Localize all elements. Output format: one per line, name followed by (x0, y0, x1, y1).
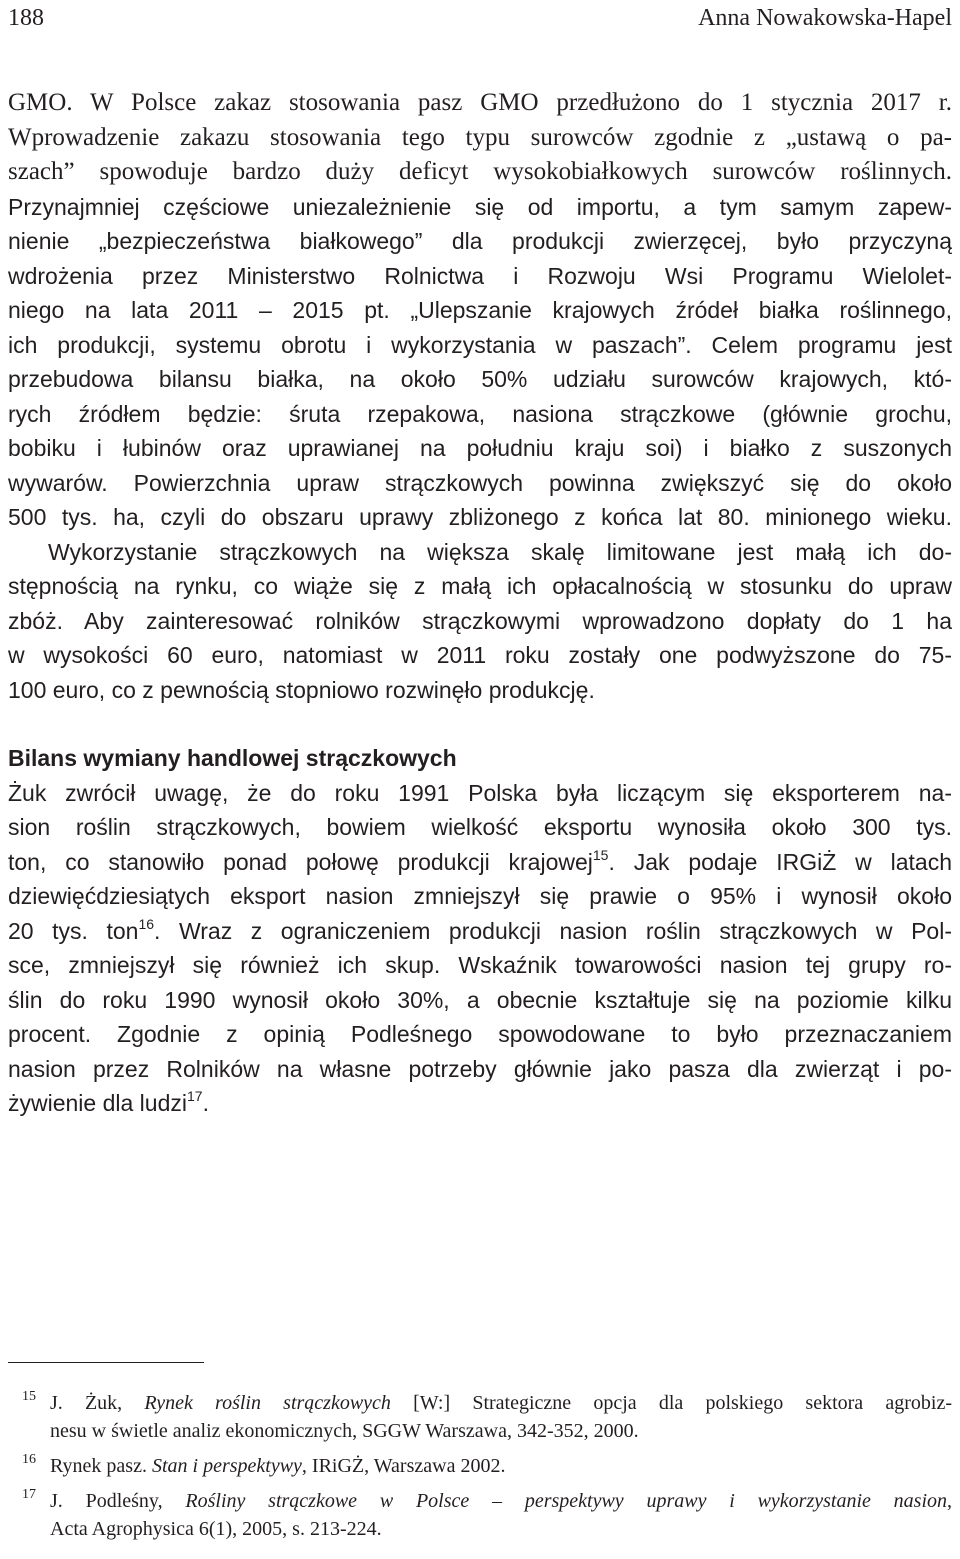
paragraph-3 (8, 776, 952, 1121)
paragraph-2 (8, 535, 952, 708)
body-text (8, 86, 952, 1121)
footnote-ref: 17 (186, 1088, 203, 1104)
text-line: nasion przez Rolników na własne potrzeby głównie jako pasza dla zwierząt i po- (8, 1055, 952, 1082)
text-line: Wykorzystanie strączkowych na większa skalę limitowane jest małą ich do- (48, 538, 952, 565)
text-line: 20 tys. ton$^{16}$. Wraz z ograniczeniem produkcji nasion roślin strączkowych w Pol- (8, 915, 952, 944)
text-line: Przynajmniej częściowe uniezależnienie się od importu, a tym samym zapew- (8, 193, 952, 220)
text-line: szach” spowoduje bardzo duży deficyt wysokobiałkowych surowców roślinnych. (8, 158, 952, 185)
text-line: zbóż. Aby zainteresować rolników strączkowymi wprowadzono dopłaty do 1 ha (8, 607, 952, 634)
text-line: w wysokości 60 euro, natomiast w 2011 roku zostały one podwyższone do 75- (8, 642, 952, 668)
paragraph-1 (8, 86, 952, 535)
footnote-ref: 15 (592, 846, 609, 863)
running-author: Anna Nowakowska-Hapel (698, 5, 952, 31)
footnote-15 (8, 1389, 952, 1445)
text-line: Wprowadzenie zakazu stosowania tego typu surowców zgodnie z „ustawą o pa- (8, 123, 952, 151)
footnotes (8, 1389, 952, 1550)
text-line: ślin do roku 1990 wynosił około 30%, a obecnie kształtuje się na poziomie kilku (8, 986, 952, 1013)
text-line: GMO. W Polsce zakaz stosowania pasz GMO przedłużono do 1 stycznia 2017 r. (8, 89, 952, 116)
footnote-divider (8, 1362, 204, 1363)
footnote-line: Rynek pasz. Stan i perspektywy, IRiGŻ, Warszawa 2002. (50, 1455, 506, 1477)
footnote-number: 16 (22, 1452, 36, 1467)
text-line: Żuk zwrócił uwagę, że do roku 1991 Polska była liczącym się eksporterem na- (8, 779, 952, 806)
text-line: żywienie dla ludzi$^{17}$. (8, 1088, 209, 1116)
text-line: rych źródłem będzie: śruta rzepakowa, nasiona strączkowe (głównie grochu, (8, 400, 952, 427)
section-heading: Bilans wymiany handlowej strączkowych (8, 745, 457, 771)
footnote-line: J. Podleśny, Rośliny strączkowe w Polsce – perspektywy uprawy i wykorzystanie nasion, (50, 1490, 952, 1512)
text-line: stępnością na rynku, co wiąże się z małą ich opłacalnością w stosunku do upraw (8, 573, 952, 599)
text-line: ton, co stanowiło ponad połowę produkcji krajowej$^{15}$. Jak podaje IRGiŻ w latach (8, 846, 952, 875)
footnote-line: J. Żuk, Rynek roślin strączkowych [W:] Strategiczne opcja dla polskiego sektora agrobiz- (50, 1392, 952, 1414)
footnote-line: nesu w świetle analiz ekonomicznych, SGGW Warszawa, 342-352, 2000. (50, 1420, 639, 1442)
text-line: dziewięćdziesiątych eksport nasion zmniejszył się prawie o 95% i wynosił około (8, 883, 952, 909)
text-line: przebudowa bilansu białka, na około 50% udziału surowców krajowych, któ- (8, 366, 952, 392)
footnote-16 (8, 1452, 952, 1480)
footnote-number: 17 (22, 1487, 36, 1502)
text-line: nienie „bezpieczeństwa białkowego” dla produkcji zwierzęcej, było przyczyną (8, 228, 952, 254)
text-line: niego na lata 2011 – 2015 pt. „Ulepszanie krajowych źródeł białka roślinnego, (8, 297, 952, 323)
text-line: ich produkcji, systemu obrotu i wykorzystania w paszach”. Celem programu jest (8, 331, 952, 358)
text-line: 100 euro, co z pewnością stopniowo rozwinęło produkcję. (8, 676, 595, 703)
footnote-number: 15 (22, 1389, 36, 1404)
text-line: wywarów. Powierzchnia upraw strączkowych powinna zwiększyć się do około (8, 469, 952, 496)
text-line: wdrożenia przez Ministerstwo Rolnictwa i Rozwoju Wsi Programu Wielolet- (8, 262, 952, 289)
text-line: sion roślin strączkowych, bowiem wielkość eksportu wynosiła około 300 tys. (8, 814, 952, 840)
text-line: procent. Zgodnie z opinią Podleśnego spowodowane to było przeznaczaniem (8, 1021, 952, 1047)
footnote-line: Acta Agrophysica 6(1), 2005, s. 213-224. (50, 1518, 382, 1540)
text-line: 500 tys. ha, czyli do obszaru uprawy zbliżonego z końca lat 80. minionego wieku. (8, 504, 952, 530)
text-line: sce, zmniejszył się również ich skup. Wskaźnik towarowości nasion tej grupy ro- (8, 952, 952, 978)
footnote-ref: 16 (138, 915, 155, 932)
footnote-17 (8, 1487, 952, 1543)
running-header (8, 0, 952, 40)
page-number: 188 (8, 5, 44, 31)
text-line: bobiku i łubinów oraz uprawianej na południu kraju soi) i białko z suszonych (8, 435, 952, 461)
